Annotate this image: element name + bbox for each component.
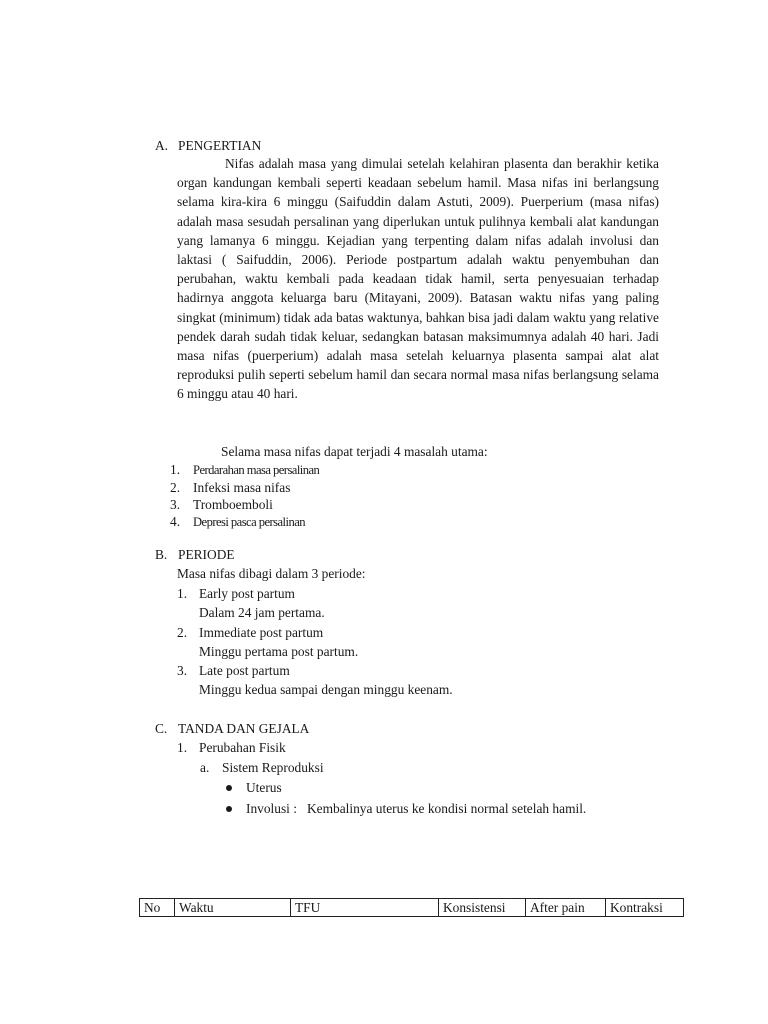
section-a-paragraph-text: Nifas adalah masa yang dimulai setelah kelahiran plasenta dan berakhir ketika organ kandungan kembali seperti keadaan sebelum hamil. Masa nifas ini berlangsung selama kira-kira 6 minggu (Saifuddin dalam Astuti, 2009). Puerperium (masa nifas) adalah masa sesudah persalinan yang diperlukan untuk pulihnya kembali alat kandungan yang lamanya 6 minggu. Kejadian yang terpenting dalam nifas adalah involusi dan laktasi ( Saifuddin, 2006). Periode postpartum adalah waktu penyembuhan dan perubahan, waktu kembali pada keadaan tidak hamil, serta penyesuaian terhadap hadirnya anggota keluarga baru (Mitayani, 2009). Batasan waktu nifas yang paling singkat (minimum) tidak ada batas waktunya, bahkan bisa jadi dalam waktu yang relative pendek darah sudah tidak keluar, sedangkan batasan maksimumnya adalah 40 hari. Jadi masa nifas (puerperium) adalah masa setelah keluarnya plasenta sampai alat alat reproduksi pulih seperti sebelum hamil dan secara normal masa nifas berlangsung selama 6 minggu atau 40 hari. [177,156,659,402]
table-header-row [140,899,684,917]
section-a-letter: A. [155,138,169,153]
table-header-cell: No [140,899,175,917]
sub-letter: a. [200,760,210,775]
list-number: 3. [177,663,188,678]
list-number: 1. [177,586,188,601]
period-title: Early post partum [199,586,295,601]
table-header-cell: Waktu [175,899,291,917]
list-number: 2. [177,625,188,640]
list-item: Perdarahan masa persalinan [193,463,320,477]
list-number: 1. [170,462,181,477]
bullet-item: Involusi : Kembalinya uterus ke kondisi normal setelah hamil. [246,801,587,816]
table-header-cell: After pain [526,899,606,917]
period-title: Immediate post partum [199,625,324,640]
list-number: 3. [170,497,181,512]
bullet-item: Uterus [246,780,282,795]
section-c-sub: Sistem Reproduksi [222,760,324,775]
observation-table [139,898,684,917]
period-desc: Dalam 24 jam pertama. [199,605,325,620]
list-number: 1. [177,740,188,755]
section-a-heading: PENGERTIAN [178,138,262,153]
section-b-heading: PERIODE [178,547,235,562]
period-desc: Minggu pertama post partum. [199,644,359,659]
list-item: Infeksi masa nifas [193,480,291,495]
section-b-intro: Masa nifas dibagi dalam 3 periode: [177,566,366,581]
bullet-icon [226,785,232,791]
period-title: Late post partum [199,663,290,678]
section-a-paragraph [177,154,659,404]
period-desc: Minggu kedua sampai dengan minggu keenam. [199,682,453,697]
section-c-heading: TANDA DAN GEJALA [178,721,310,736]
list-item: Tromboemboli [193,497,273,512]
table-header-cell: Kontraksi [606,899,684,917]
table-header-cell: TFU [291,899,439,917]
list-number: 2. [170,480,181,495]
section-c-letter: C. [155,721,168,736]
section-a-intro: Selama masa nifas dapat terjadi 4 masalah utama: [221,444,488,459]
section-b-letter: B. [155,547,168,562]
list-number: 4. [170,514,181,529]
table-header-cell: Konsistensi [439,899,526,917]
section-c-item: Perubahan Fisik [199,740,286,755]
list-item: Depresi pasca persalinan [193,515,305,529]
bullet-icon [226,806,232,812]
